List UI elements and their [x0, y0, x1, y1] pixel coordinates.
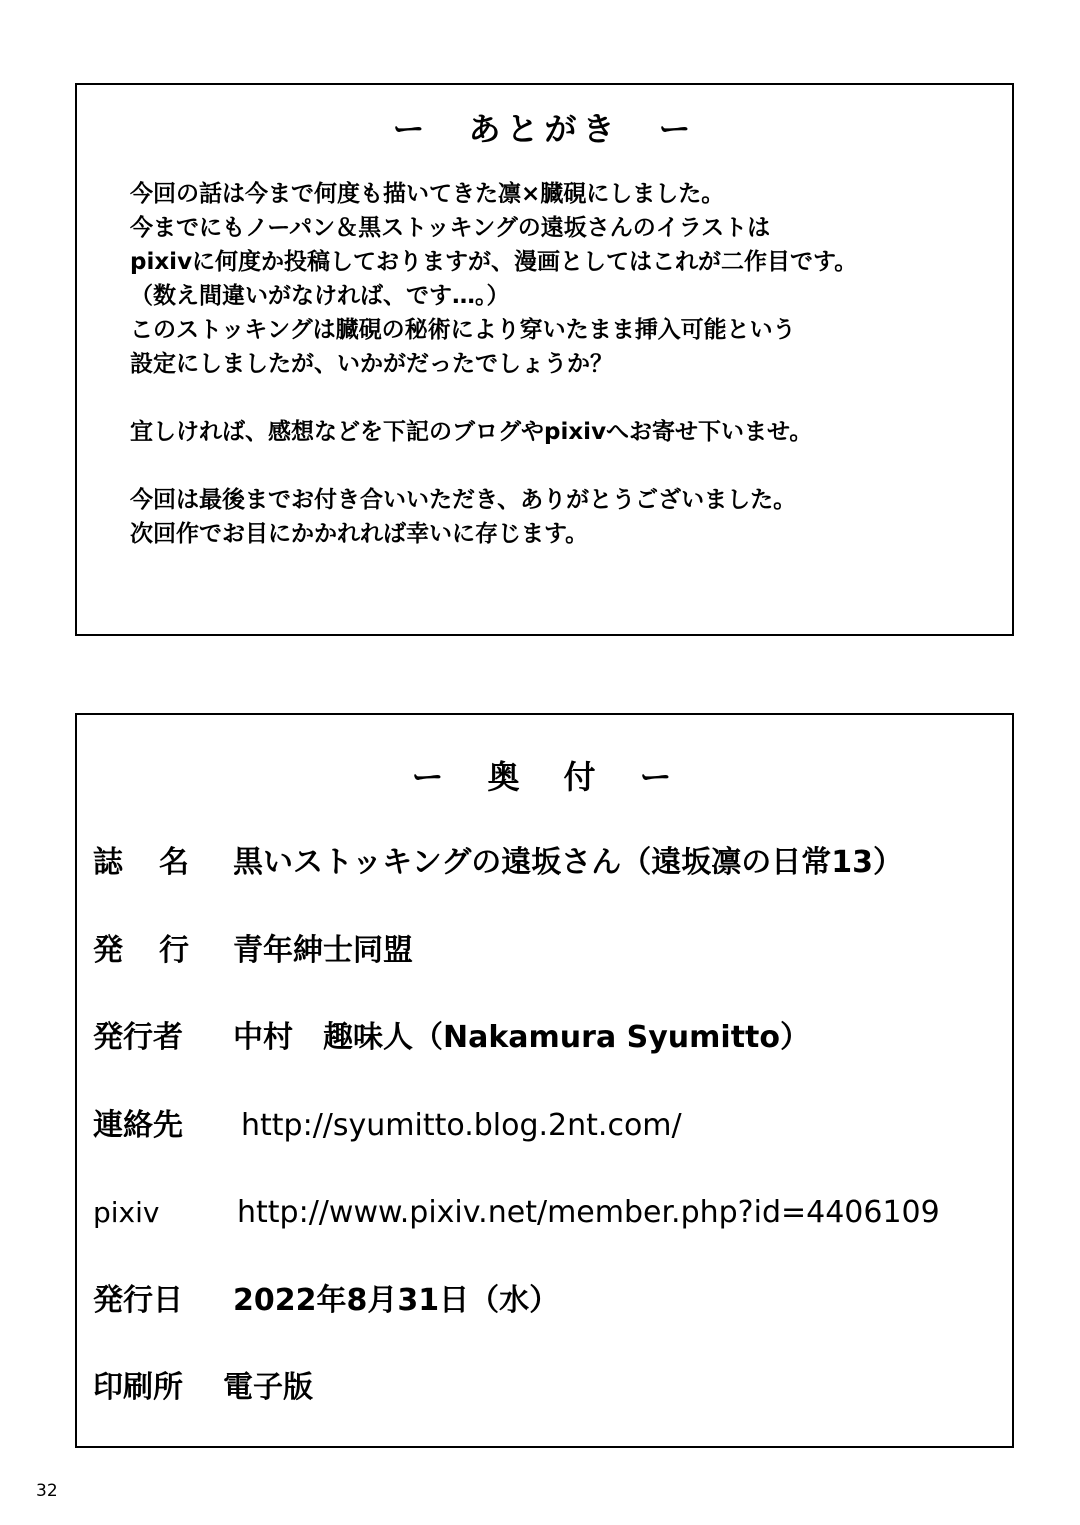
colophon-value: 青年紳士同盟 [233, 933, 413, 968]
colophon-value: 中村 趣味人（Nakamura Syumitto） [233, 1020, 811, 1055]
afterword-line: 今回の話は今まで何度も描いてきた凛×臓硯にしました。 [130, 181, 725, 207]
colophon-label: 発行者 [93, 1020, 183, 1055]
colophon-value: 黒いストッキングの遠坂さん（遠坂凛の日常13） [233, 845, 903, 880]
afterword-line-gap [130, 449, 990, 483]
afterword-line: 設定にしましたが、いかがだったでしょうか？ [130, 351, 613, 377]
colophon-label: 発行 [93, 933, 225, 968]
colophon-label: 誌名 [93, 845, 225, 880]
afterword-line: 今回は最後までお付き合いいただき、ありがとうございました。 [130, 487, 797, 513]
colophon-title: ー 奥 付 ー [411, 758, 678, 796]
page-number: 32 [36, 1481, 58, 1501]
afterword-line: （数え間違いがなければ、です…。） [130, 283, 510, 309]
afterword-box [75, 83, 1014, 636]
afterword-text [130, 177, 990, 551]
afterword-line-gap [130, 381, 990, 415]
afterword-line: pixivに何度か投稿しておりますが、漫画としてはこれが二作目です。 [130, 249, 858, 275]
colophon-box [75, 713, 1014, 1448]
colophon-label: pixiv [93, 1196, 160, 1229]
afterword-title: ー あとがき ー [392, 110, 697, 148]
colophon-value: 2022年8月31日（水） [233, 1283, 560, 1318]
afterword-line: 宜しければ、感想などを下記のブログやpixivへお寄せ下いませ。 [130, 419, 813, 445]
colophon-label: 連絡先 [93, 1108, 183, 1143]
pixiv-url: http://www.pixiv.net/member.php?id=4406109 [237, 1195, 940, 1230]
colophon-label: 印刷所 [93, 1370, 183, 1405]
afterword-line: このストッキングは臓硯の秘術により穿いたまま挿入可能という [130, 317, 796, 343]
contact-url: http://syumitto.blog.2nt.com/ [241, 1108, 682, 1143]
colophon-value: 電子版 [223, 1370, 313, 1405]
afterword-line: 今までにもノーパン＆黒ストッキングの遠坂さんのイラストは [130, 215, 771, 241]
colophon-label: 発行日 [93, 1283, 183, 1318]
afterword-line: 次回作でお目にかかれれば幸いに存じます。 [130, 521, 589, 547]
